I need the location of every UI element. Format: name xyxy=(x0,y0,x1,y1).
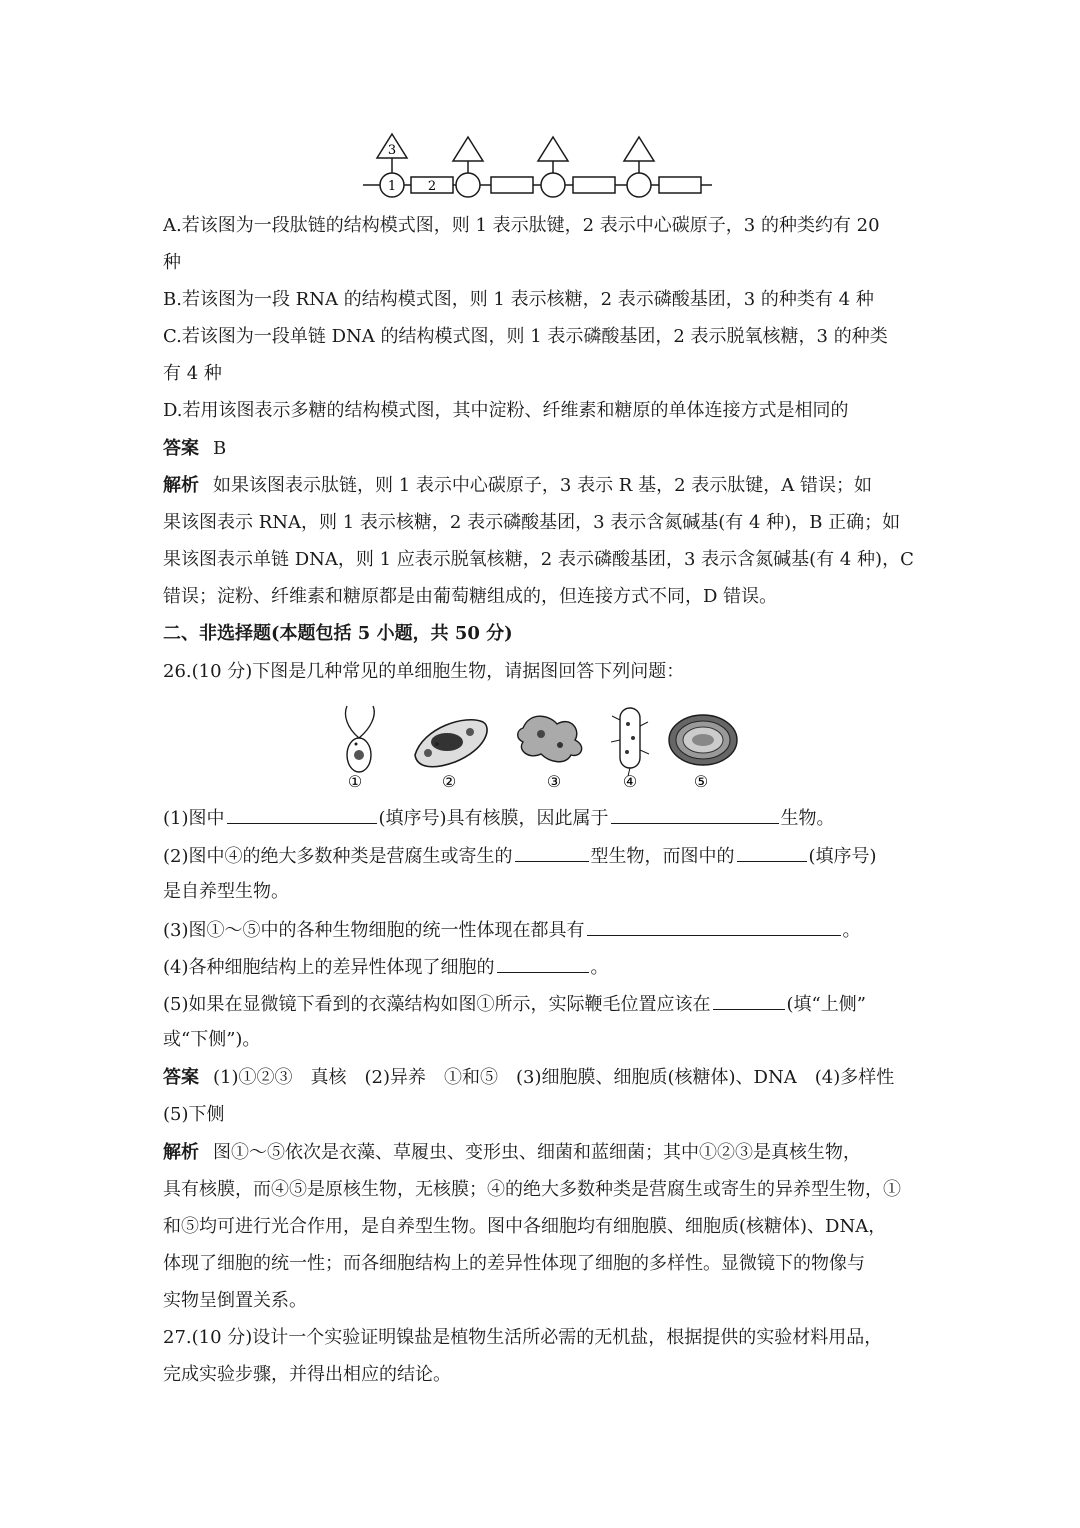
diagram-label-2: 2 xyxy=(427,179,437,194)
q25-analysis-line2: 果该图表示 RNA，则 1 表示核糖，2 表示磷酸基团，3 表示含氮碱基(有 4 种)，B 正确；如 xyxy=(163,512,901,533)
fill-blank[interactable] xyxy=(587,917,841,936)
fill-blank[interactable] xyxy=(737,843,807,862)
fill-blank[interactable] xyxy=(515,843,589,862)
q26-analysis-line3: 和⑤均可进行光合作用，是自养型生物。图中各细胞均有细胞膜、细胞质(核糖体)、DNA， xyxy=(163,1216,887,1237)
q26-part1 xyxy=(163,805,835,831)
q26-analysis-line2: 具有核膜，而④⑤是原核生物，无核膜；④的绝大多数种类是营腐生或寄生的异养型生物，① xyxy=(163,1179,901,1200)
q25-analysis-line1 xyxy=(163,474,872,498)
diagram-label-3: 3 xyxy=(387,143,397,158)
q25-analysis-line4: 错误；淀粉、纤维素和糖原都是由葡萄糖组成的，但连接方式不同，D 错误。 xyxy=(163,586,778,607)
q27-stem-line1: 27.(10 分)设计一个实验证明镍盐是植物生活所必需的无机盐，根据提供的实验材料用品， xyxy=(163,1327,883,1348)
part2-text-a: (2)图中④的绝大多数种类是营腐生或寄生的 xyxy=(163,846,513,867)
q26-part3 xyxy=(163,917,861,943)
part4-text-b: 。 xyxy=(590,957,609,978)
option-a-line1: A.若该图为一段肽链的结构模式图，则 1 表示肽键，2 表示中心碳原子，3 的种类约有 20 xyxy=(163,215,880,236)
part2-text-c: (填序号) xyxy=(808,846,877,867)
q26-part4 xyxy=(163,954,609,980)
q27-stem-line2: 完成实验步骤，并得出相应的结论。 xyxy=(163,1364,451,1385)
q26-organisms-figure xyxy=(335,700,745,792)
q26-analysis-line4: 体现了细胞的统一性；而各细胞结构上的差异性体现了细胞的多样性。显微镜下的物像与 xyxy=(163,1253,865,1274)
section-heading: 二、非选择题(本题包括 5 小题，共 50 分) xyxy=(163,623,513,644)
chlamydomonas-figure xyxy=(346,706,375,772)
figure-label-2: ② xyxy=(441,772,457,791)
option-b: B.若该图为一段 RNA 的结构模式图，则 1 表示核糖，2 表示磷酸基团，3 的种类有 4 种 xyxy=(163,289,874,310)
answer-label: 答案 xyxy=(163,1067,199,1088)
answer-value: B xyxy=(213,438,227,459)
part1-text-b: (填序号)具有核膜，因此属于 xyxy=(378,808,609,829)
answer-label: 答案 xyxy=(163,438,199,459)
answer-text: (1)①②③ 真核 (2)异养 ①和⑤ (3)细胞膜、细胞质(核糖体)、DNA (4)多样性 xyxy=(213,1067,895,1088)
fill-blank[interactable] xyxy=(227,805,377,824)
q26-part5 xyxy=(163,991,866,1017)
q26-part5-cont: 或“下侧”)。 xyxy=(163,1029,261,1050)
part5-text-a: (5)如果在显微镜下看到的衣藻结构如图①所示，实际鞭毛位置应该在 xyxy=(163,994,711,1015)
part3-text-a: (3)图①～⑤中的各种生物细胞的统一性体现在都具有 xyxy=(163,920,585,941)
part2-text-b: 型生物，而图中的 xyxy=(590,846,735,867)
fill-blank[interactable] xyxy=(497,954,589,973)
analysis-label: 解析 xyxy=(163,475,199,496)
q25-analysis-line3: 果该图表示单链 DNA，则 1 应表示脱氧核糖，2 表示磷酸基团，3 表示含氮碱基(有 4 种)，C xyxy=(163,549,914,570)
q26-stem: 26.(10 分)下图是几种常见的单细胞生物，请据图回答下列问题： xyxy=(163,661,685,682)
bacterium-figure xyxy=(611,708,649,776)
q26-analysis-line1 xyxy=(163,1141,861,1165)
part5-text-b: (填“上侧” xyxy=(786,994,866,1015)
part3-text-b: 。 xyxy=(842,920,861,941)
option-c-line2: 有 4 种 xyxy=(163,363,222,384)
figure-label-3: ③ xyxy=(546,772,562,791)
fill-blank[interactable] xyxy=(713,991,785,1010)
q25-answer xyxy=(163,437,226,461)
part4-text-a: (4)各种细胞结构上的差异性体现了细胞的 xyxy=(163,957,495,978)
amoeba-figure xyxy=(518,716,582,762)
paramecium-figure xyxy=(415,720,487,767)
analysis-text: 图①～⑤依次是衣藻、草履虫、变形虫、细菌和蓝细菌；其中①②③是真核生物， xyxy=(213,1142,861,1163)
option-d: D.若用该图表示多糖的结构模式图，其中淀粉、纤维素和糖原的单体连接方式是相同的 xyxy=(163,400,849,421)
figure-label-5: ⑤ xyxy=(693,772,709,791)
figure-label-4: ④ xyxy=(622,772,638,791)
fill-blank[interactable] xyxy=(611,805,779,824)
chain-structure-diagram xyxy=(360,128,720,200)
option-a-line2: 种 xyxy=(163,252,181,273)
q26-answer-line1 xyxy=(163,1066,894,1090)
diagram-label-1: 1 xyxy=(387,179,397,194)
q26-answer-line2: (5)下侧 xyxy=(163,1104,225,1125)
part1-text-a: (1)图中 xyxy=(163,808,225,829)
figure-label-1: ① xyxy=(347,772,363,791)
q26-analysis-line5: 实物呈倒置关系。 xyxy=(163,1290,307,1311)
q26-part2-cont: 是自养型生物。 xyxy=(163,881,289,902)
option-c-line1: C.若该图为一段单链 DNA 的结构模式图，则 1 表示磷酸基团，2 表示脱氧核糖，3 的种类 xyxy=(163,326,888,347)
analysis-text: 如果该图表示肽链，则 1 表示中心碳原子，3 表示 R 基，2 表示肽键，A 错误；如 xyxy=(213,475,872,496)
q26-part2 xyxy=(163,843,877,869)
cyanobacterium-figure xyxy=(669,715,737,765)
analysis-label: 解析 xyxy=(163,1142,199,1163)
part1-text-c: 生物。 xyxy=(780,808,835,829)
